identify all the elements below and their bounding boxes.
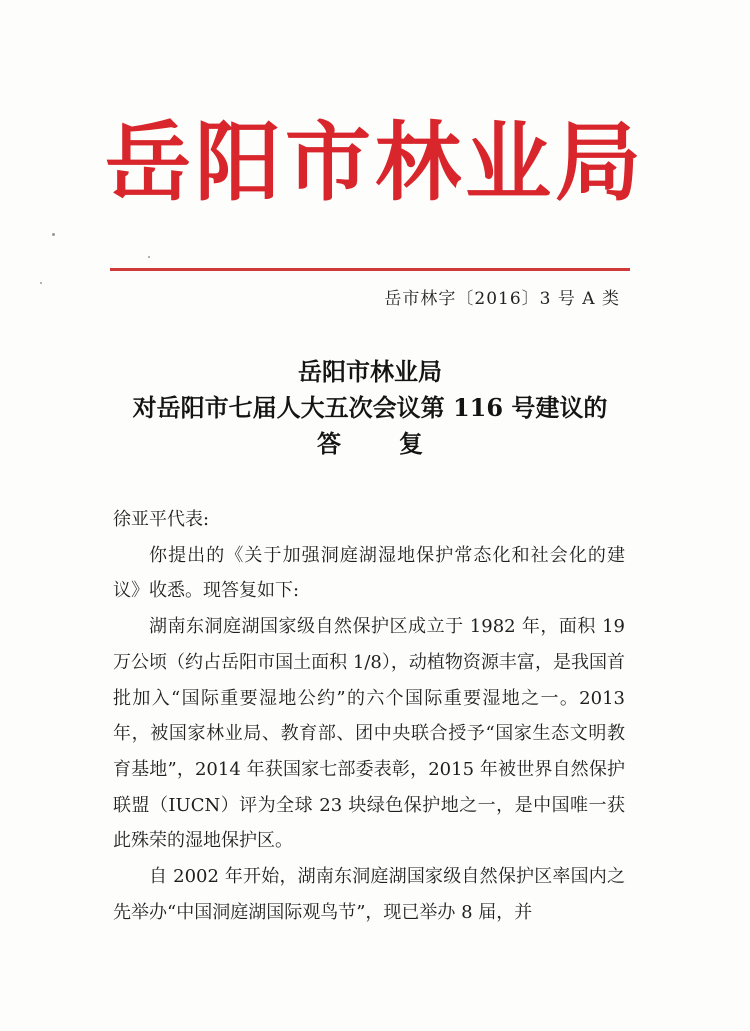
document-title: [100, 354, 640, 462]
red-divider-rule: [110, 268, 630, 271]
document-number: 岳市林字〔2016〕3 号 A 类: [384, 289, 620, 309]
paragraph-3: 自 2002 年开始，湖南东洞庭湖国家级自然保护区率国内之先举办“中国洞庭湖国际观鸟节”，现已举办 8 届，并: [113, 866, 625, 923]
document-body: [113, 502, 625, 930]
paragraph-2: 湖南东洞庭湖国家级自然保护区成立于 1982 年，面积 19 万公顷（约占岳阳市国土面积 1/8），动植物资源丰富，是我国首批加入“国际重要湿地公约”的六个国际重要湿地之一。2013 年，被国家林业局、教育部、团中央联合授予“国家生态文明教育基地”，2014 年获国家七部委表彰，2015 年被世界自然保护联盟（IUCN）评为全球 23 块绿色保护地之一，是中国唯一获此殊荣的湿地保护区。: [113, 616, 625, 852]
title-line-3: 答复: [317, 429, 481, 458]
salutation: 徐亚平代表:: [113, 509, 210, 530]
scan-speck: [52, 233, 55, 236]
masthead-org-name: 岳阳市林业局: [105, 112, 645, 213]
paragraph-1: 你提出的《关于加强洞庭湖湿地保护常态化和社会化的建议》收悉。现答复如下:: [113, 544, 625, 602]
scan-speck: [148, 256, 150, 258]
title-line-2: 对岳阳市七届人大五次会议第 116 号建议的: [132, 393, 608, 422]
title-line-1: 岳阳市林业局: [298, 357, 442, 386]
scan-speck: [40, 282, 42, 284]
